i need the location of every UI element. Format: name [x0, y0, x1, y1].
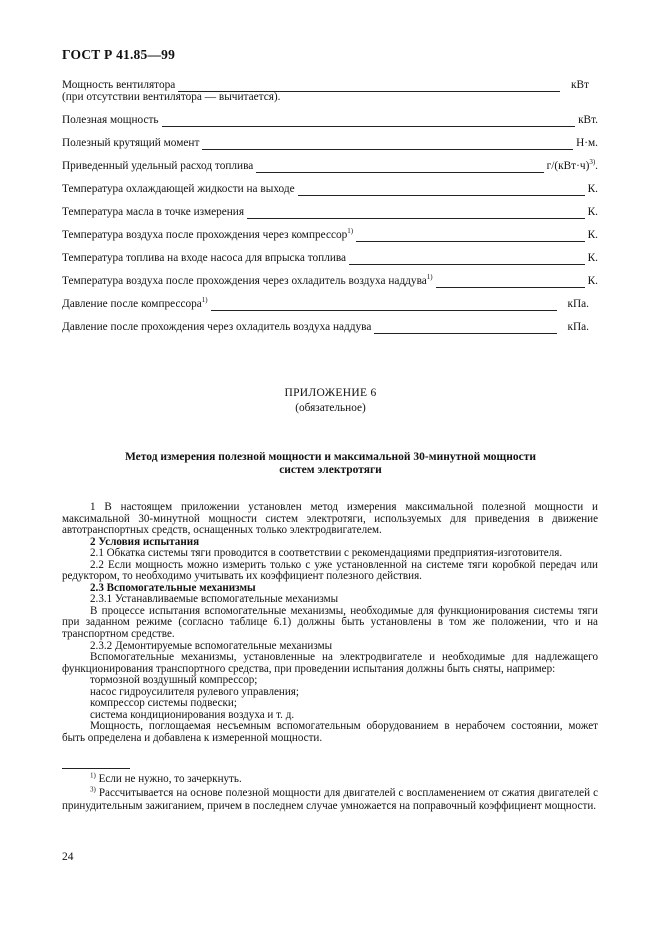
- form-line-label: [62, 298, 208, 310]
- form-line-pressure-after-compressor: [62, 298, 589, 314]
- form-line-unit: К.: [587, 183, 598, 195]
- footnote-text: Если не нужно, то зачеркнуть.: [98, 773, 242, 785]
- paragraph-2-3-1: 2.3.1 Устанавливаемые вспомогательные механизмы: [90, 593, 339, 606]
- paragraph-final: Мощность, поглощаемая несъемным вспомогательным оборудованием в нерабочем состоянии, может быть определена и добавлена к измеренной мощности.: [62, 720, 598, 744]
- form-line-unit: кПа.: [567, 321, 589, 333]
- label-text: Температура воздуха после прохождения через охладитель воздуха наддува: [62, 275, 427, 287]
- footnote-3: [62, 784, 598, 814]
- form-line-oil-temp: [62, 206, 598, 222]
- form-line-torque: [62, 137, 598, 153]
- form-line-label: [62, 275, 433, 287]
- footnote-mark: 1): [347, 227, 354, 236]
- blank-field[interactable]: [298, 185, 585, 196]
- paragraph-2-3-2-text: Вспомогательные механизмы, установленные на электродвигателе и необходимые для надлежащего функционирования транспортного средства, при проведении испытания должны быть сняты, например:: [62, 651, 598, 675]
- paragraph-2-3-2: 2.3.2 Демонтируемые вспомогательные механизмы: [90, 639, 333, 652]
- form-line-net-power: [62, 114, 598, 130]
- form-line-unit: Н·м.: [576, 137, 598, 149]
- footnote-mark: 1): [201, 296, 208, 305]
- blank-field[interactable]: [436, 277, 585, 288]
- fan-note: (при отсутствии вентилятора — вычитается).: [62, 91, 281, 103]
- list-item: компрессор системы подвески;: [90, 697, 237, 710]
- paragraph-2-3-1-text: В процессе испытания вспомогательные механизмы, необходимые для функционирования системы тяги при заданном режиме (согласно таблице 6.1) должны быть установлены в том же положении, что и на транспортном средстве.: [62, 604, 598, 641]
- method-title-line2: систем электротяги: [279, 464, 382, 476]
- blank-field[interactable]: [162, 116, 575, 127]
- appendix-subtitle: (обязательное): [295, 402, 366, 414]
- paragraph-1: 1 В настоящем приложении установлен метод измерения максимальной полезной мощности и максимальной 30-минутной мощности систем электротяги, используемых для приведения в движение автотранспортных средств, оснащенных только электродвигателем.: [62, 501, 598, 537]
- method-title: [100, 451, 561, 477]
- form-line-label: Температура охлаждающей жидкости на выходе: [62, 183, 295, 195]
- appendix-title: ПРИЛОЖЕНИЕ 6: [284, 387, 377, 399]
- form-line-unit: К.: [587, 206, 598, 218]
- form-line-unit: кВт: [571, 79, 589, 91]
- unit-tail: .: [595, 160, 598, 172]
- footnote-text: Рассчитывается на основе полезной мощности для двигателей с воспламенением от сжатия двигателей с принудительным зажиганием, причем в последнем случае умножается на поправочный коэффициент мощности.: [62, 786, 598, 812]
- form-line-unit: кПа.: [567, 298, 589, 310]
- form-line-coolant-temp: [62, 183, 598, 199]
- blank-field[interactable]: [256, 162, 543, 173]
- body-text: [62, 502, 598, 744]
- form-line-label: Приведенный удельный расход топлива: [62, 160, 254, 172]
- form-line-unit: К.: [587, 275, 598, 287]
- form-line-label: [62, 229, 353, 241]
- form-line-unit: К.: [587, 229, 598, 241]
- list-item: насос гидроусилителя рулевого управления;: [90, 685, 299, 698]
- footnote-mark: 1): [90, 771, 96, 780]
- document-code: ГОСТ Р 41.85—99: [62, 47, 176, 62]
- form-line-label: Давление после прохождения через охладитель воздуха наддува: [62, 321, 372, 333]
- footnote-1: [62, 773, 598, 787]
- form-line-charge-air-temp: [62, 275, 598, 291]
- form-line-unit: кВт.: [578, 114, 598, 126]
- blank-field[interactable]: [202, 139, 573, 150]
- unit-text: г/(кВт·ч): [546, 160, 590, 172]
- label-text: Температура воздуха после прохождения через компрессор: [62, 229, 348, 241]
- blank-field[interactable]: [349, 254, 585, 265]
- footnote-mark: 3): [90, 784, 96, 793]
- form-line-fuel-inlet-temp: [62, 252, 598, 268]
- section-heading-2-3: 2.3 Вспомогательные механизмы: [90, 581, 256, 594]
- list-item: система кондиционирования воздуха и т. д.: [90, 708, 295, 721]
- form-line-unit: [547, 160, 598, 172]
- paragraph-2-2: 2.2 Если мощность можно измерить только с уже установленной на системе тяги коробкой передач или редуктором, то необходимо учитывать их коэффициент полезного действия.: [62, 558, 598, 583]
- footnote-divider: [62, 768, 130, 769]
- label-text: Давление после компрессора: [62, 298, 202, 310]
- footnote-mark: 1): [426, 273, 433, 282]
- blank-field[interactable]: [247, 208, 585, 219]
- form-line-label: Температура масла в точке измерения: [62, 206, 245, 218]
- form-line-label: Полезный крутящий момент: [62, 137, 200, 149]
- form-line-label: Температура топлива на входе насоса для впрыска топлива: [62, 252, 347, 264]
- footnote-mark: 3): [589, 158, 596, 167]
- blank-field[interactable]: [211, 300, 557, 311]
- section-heading-2: 2 Условия испытания: [90, 535, 200, 548]
- form-line-unit: К.: [587, 252, 598, 264]
- form-line-air-after-compressor-temp: [62, 229, 598, 245]
- list-item: тормозной воздушный компрессор;: [90, 674, 258, 687]
- method-title-line1: Метод измерения полезной мощности и максимальной 30-минутной мощности: [124, 451, 536, 463]
- blank-field[interactable]: [374, 323, 556, 334]
- paragraph-2-1: 2.1 Обкатка системы тяги проводится в соответствии с рекомендациями предприятия-изготовителя.: [90, 547, 563, 560]
- blank-field[interactable]: [356, 231, 585, 242]
- form-line-pressure-after-cooler: [62, 321, 589, 337]
- footnotes: [62, 773, 598, 814]
- form-line-label: Мощность вентилятора: [62, 79, 176, 91]
- form-line-label: Полезная мощность: [62, 114, 159, 126]
- form-line-fuel-consumption: [62, 160, 598, 176]
- page-number: 24: [62, 851, 74, 863]
